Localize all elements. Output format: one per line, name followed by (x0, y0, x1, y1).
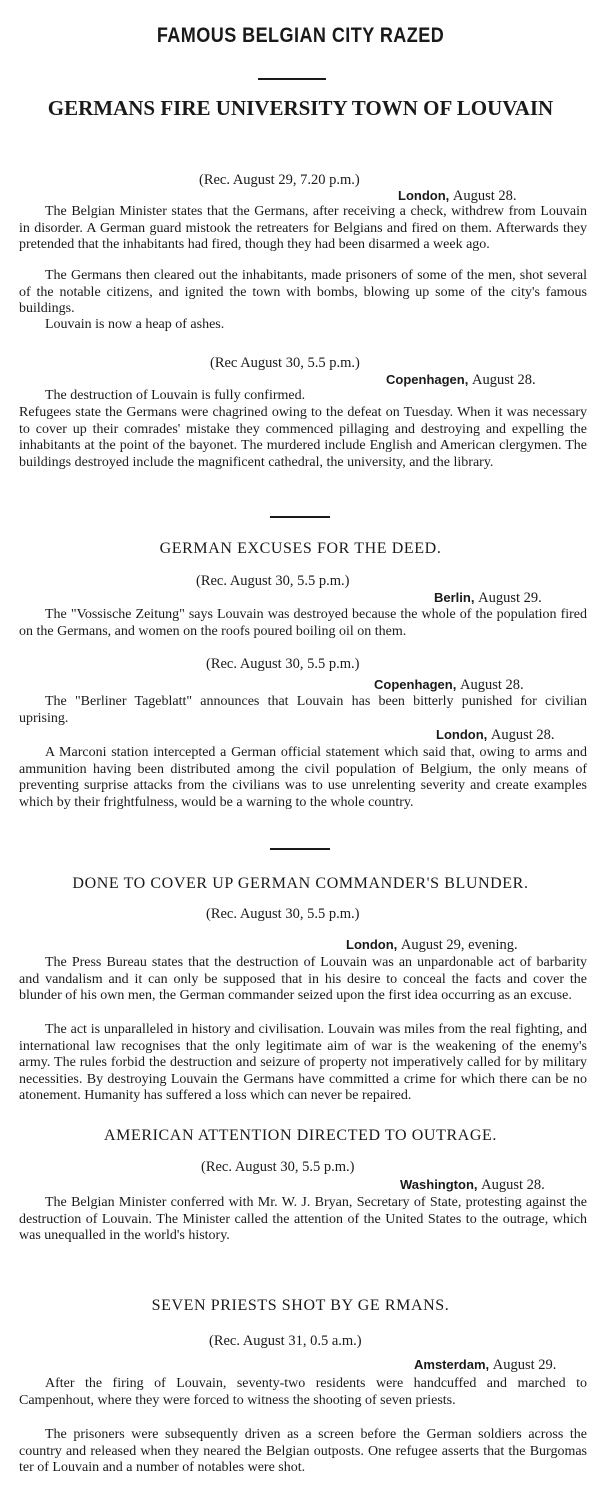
dateline-place: Copenhagen, (386, 372, 469, 387)
rec-line: (Rec. August 30, 5.5 p.m.) (206, 906, 360, 922)
dateline-date: August 28. (459, 677, 524, 693)
dateline-place: Washington, (400, 1177, 478, 1192)
dateline-place: London, (398, 188, 450, 203)
dateline-date: August 28. (490, 727, 555, 743)
dateline-place: Copenhagen, (374, 677, 457, 692)
dateline (434, 590, 542, 607)
paragraph: The prisoners were subsequently driven as a screen before the German soldiers across the country and released when they neared the Belgian outposts. One refugee asserts that the Burgomas ter of Louvain and a number of notables were shot. (19, 1427, 587, 1476)
dateline-date: August 29. (478, 590, 542, 606)
dateline-date: August 28. (452, 188, 517, 204)
paragraph: The Press Bureau states that the destruction of Louvain was an unpardonable act of barbarity and vandalism and it can only be supposed that in his desire to conceal the facts and cover the blunder of his own men, the German commander seized upon the first idea occurring as an excuse. (19, 955, 587, 1004)
dateline-place: London, (436, 727, 488, 742)
rec-line: (Rec August 30, 5.5 p.m.) (210, 355, 360, 371)
rec-line: (Rec. August 30, 5.5 p.m.) (206, 656, 360, 672)
dateline (386, 372, 536, 389)
dateline (346, 937, 518, 954)
paragraph: The Belgian Minister states that the Germans, after receiving a check, withdrew from Louvain in disorder. A German guard mistook the retreaters for Belgians and fired on them. Afterwards they pretended that the inhabitants had fired, though they had been disarmed a week ago. (19, 204, 587, 253)
section-heading: AMERICAN ATTENTION DIRECTED TO OUTRAGE. (103, 1127, 497, 1144)
dateline-place: Amsterdam, (414, 1357, 490, 1372)
section-heading: DONE TO COVER UP GERMAN COMMANDER'S BLUNDER. (72, 875, 529, 892)
paragraph: After the firing of Louvain, seventy-two residents were handcuffed and marched to Campenhout, where they were forced to witness the shooting of seven priests. (19, 1376, 587, 1408)
dateline (436, 727, 555, 744)
dateline-place: London, (346, 937, 398, 952)
rec-line: (Rec. August 29, 7.20 p.m.) (199, 172, 360, 188)
dateline-date: August 28. (471, 372, 536, 388)
paragraph: The destruction of Louvain is fully confirmed. (45, 388, 306, 403)
dateline-date: August 29, evening. (400, 937, 518, 953)
headline: FAMOUS BELGIAN CITY RAZED (156, 24, 445, 47)
paragraph: The "Berliner Tageblatt" announces that Louvain has been bitterly punished for civilian uprising. (19, 694, 587, 726)
dateline (414, 1357, 556, 1374)
rec-line: (Rec. August 30, 5.5 p.m.) (201, 1159, 355, 1175)
dateline-date: August 29. (492, 1357, 557, 1373)
rec-line: (Rec. August 31, 0.5 a.m.) (209, 1333, 362, 1349)
paragraph: Refugees state the Germans were chagrined owing to the defeat on Tuesday. When it was necessary to cover up their comrades' mistake they commenced pillaging and destroying and expelling the inhabitants at the point of the bayonet. The murdered include English and American clergymen. The buildings destroyed include the magnificent cathedral, the university, and the library. (19, 405, 587, 470)
dateline-place: Berlin, (434, 590, 475, 605)
dateline (374, 677, 524, 694)
subheadline: GERMANS FIRE UNIVERSITY TOWN OF LOUVAIN (47, 96, 554, 120)
paragraph: The "Vossische Zeitung" says Louvain was destroyed because the whole of the population fired on the Germans, and women on the roofs poured boiling oil on them. (19, 607, 587, 639)
paragraph: A Marconi station intercepted a German official statement which said that, owing to arms and ammunition having been distributed among the civil population of Belgium, the only means of preventing surprise attacks from the civilians was to use unrelenting severity and create examples which by their frightfulness, would be a warning to the whole country. (19, 745, 587, 810)
section-rule (270, 516, 330, 518)
dateline (400, 1177, 545, 1194)
rec-line: (Rec. August 30, 5.5 p.m.) (196, 573, 350, 589)
paragraph: Louvain is now a heap of ashes. (45, 317, 225, 332)
headline-rule (258, 78, 326, 80)
section-rule (270, 848, 330, 850)
section-heading: SEVEN PRIESTS SHOT BY GE RMANS. (151, 1297, 450, 1314)
section-heading: GERMAN EXCUSES FOR THE DEED. (159, 540, 442, 557)
paragraph: The Belgian Minister conferred with Mr. W. J. Bryan, Secretary of State, protesting against the destruction of Louvain. The Minister called the attention of the United States to the outrage, which was unequalled in the world's history. (19, 1195, 587, 1244)
paragraph: The act is unparalleled in history and civilisation. Louvain was miles from the real fighting, and international law recognises that the only legitimate aim of war is the weakening of the enemy's army. The rules forbid the destruction and seizure of property not imperatively called for by military necessities. By destroying Louvain the Germans have committed a crime for which there can be no atonement. Humanity has suffered a loss which can never be repaired. (19, 1022, 587, 1104)
paragraph: The Germans then cleared out the inhabitants, made prisoners of some of the men, shot several of the notable citizens, and ignited the town with bombs, blowing up some of the city's famous buildings. (19, 268, 587, 317)
dateline-date: August 28. (481, 1177, 545, 1193)
dateline (398, 188, 517, 205)
